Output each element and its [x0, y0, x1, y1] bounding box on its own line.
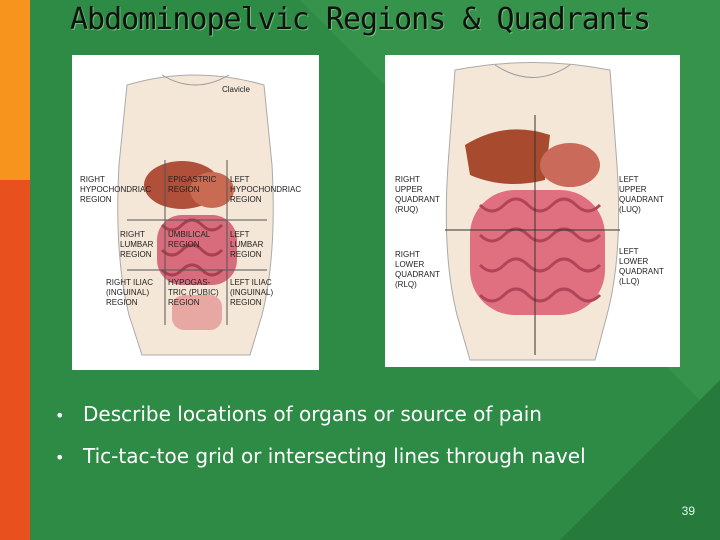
regions-figure: [72, 55, 319, 370]
slide-title: Abdominopelvic Regions & Quadrants: [69, 2, 651, 37]
clavicle-label: Clavicle: [222, 85, 251, 94]
left-iliac-label: LEFT ILIAC (INGUINAL) REGION: [230, 278, 274, 307]
right-iliac-label: RIGHT ILIAC (INGUINAL) REGION: [106, 278, 153, 307]
right-lumbar-label: RIGHT LUMBAR REGION: [120, 230, 154, 259]
bullet-text: Describe locations of organs or source of pain: [83, 402, 542, 426]
ruq-label: RIGHT UPPER QUADRANT (RUQ): [395, 175, 440, 214]
llq-label: LEFT LOWER QUADRANT (LLQ): [619, 247, 664, 286]
bullet-item: [55, 444, 715, 468]
hypogastric-label: HYPOGAS- TRIC (PUBIC) REGION: [168, 278, 219, 307]
quadrants-figure: [385, 55, 680, 367]
umbilical-label: UMBILICAL REGION: [168, 230, 211, 249]
rlq-label: RIGHT LOWER QUADRANT (RLQ): [395, 250, 440, 289]
bullet-list: [55, 402, 715, 486]
bullet-dot-icon: •: [55, 406, 65, 425]
left-hypochondriac-label: LEFT HYPOCHONDRIAC REGION: [230, 175, 302, 204]
bullet-item: [55, 402, 715, 426]
torso-regions-illustration: [72, 55, 319, 370]
bullet-text: Tic-tac-toe grid or intersecting lines through navel: [83, 444, 586, 468]
epigastric-label: EPIGASTRIC REGION: [168, 175, 217, 194]
bullet-dot-icon: •: [55, 448, 65, 467]
page-number: 39: [681, 504, 695, 518]
left-lumbar-label: LEFT LUMBAR REGION: [230, 230, 264, 259]
right-hypochondriac-label: RIGHT HYPOCHONDRIAC REGION: [80, 175, 152, 204]
luq-label: LEFT UPPER QUADRANT (LUQ): [619, 175, 664, 214]
